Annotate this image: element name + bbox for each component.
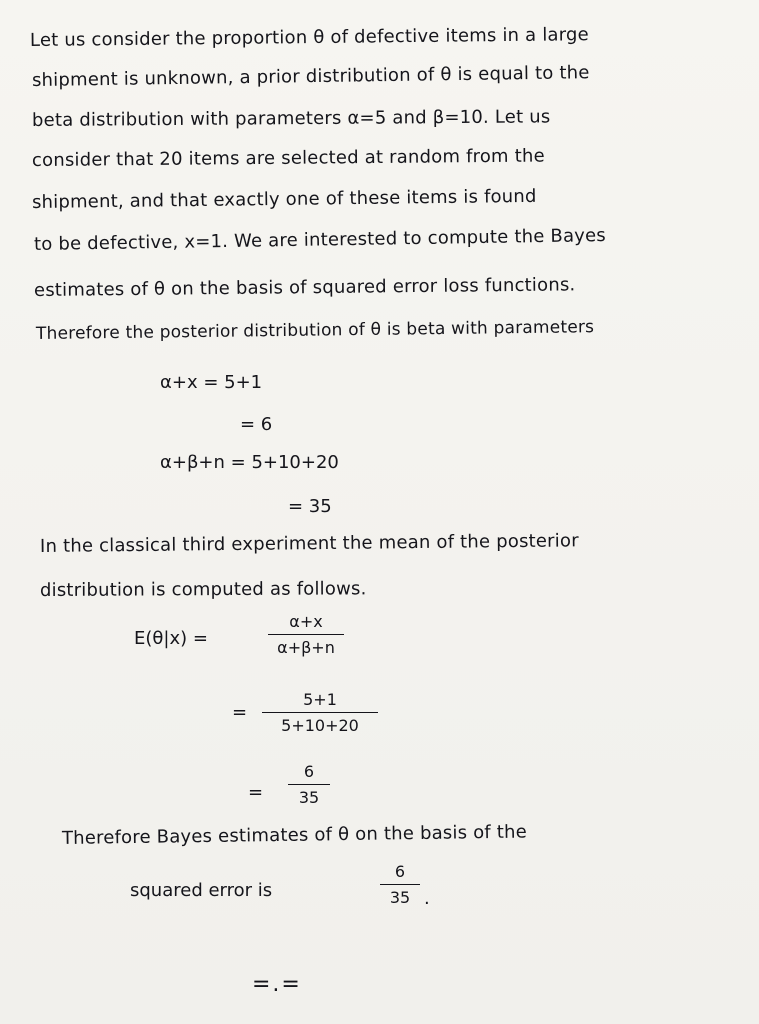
conclusion-line-2: squared error is [130,880,273,901]
text-line-9: In the classical third experiment the mean of the posterior [39,530,579,557]
text-line-7: estimates of θ on the basis of squared error loss functions. [33,274,576,301]
fraction-symbolic-denominator: α+β+n [277,638,335,657]
fraction-numeric-numerator: 5+1 [303,690,337,709]
final-period: . [424,888,430,909]
fraction-result-denominator: 35 [298,788,320,807]
posterior-beta-expr: α+β+n = 5+10+20 [160,452,339,473]
fraction-result [288,762,330,807]
equals-sign-3: = [248,782,264,803]
text-line-10: distribution is computed as follows. [39,578,367,601]
text-line-6: to be defective, x=1. We are interested to compute the Bayes [33,225,607,255]
equals-sign-2: = [232,702,248,723]
final-answer-numerator: 6 [394,862,406,881]
expectation-lhs: E(θ|x) = [134,628,208,649]
text-line-1: Let us consider the proportion θ of defective items in a large [29,24,590,51]
text-line-5: shipment, and that exactly one of these items is found [31,185,537,213]
text-line-4: consider that 20 items are selected at random from the [31,145,545,171]
text-line-2: shipment is unknown, a prior distribution of θ is equal to the [31,62,590,91]
fraction-bar [380,884,420,885]
fraction-numeric-denominator: 5+10+20 [281,716,359,735]
fraction-bar [288,784,330,785]
conclusion-line-1: Therefore Bayes estimates of θ on the basis of the [61,821,528,849]
end-mark: =.= [252,972,302,997]
fraction-symbolic [268,612,344,657]
final-answer-fraction [380,862,420,907]
fraction-bar [268,634,344,635]
final-answer-denominator: 35 [389,888,411,907]
fraction-numeric [262,690,378,735]
text-line-8: Therefore the posterior distribution of θ is beta with parameters [35,317,595,344]
fraction-bar [262,712,378,713]
posterior-alpha-value: = 6 [240,414,273,435]
posterior-alpha-expr: α+x = 5+1 [160,372,263,393]
posterior-beta-value: = 35 [288,496,332,517]
fraction-result-numerator: 6 [303,762,315,781]
text-line-3: beta distribution with parameters α=5 and β=10. Let us [31,106,551,131]
fraction-symbolic-numerator: α+x [289,612,323,631]
